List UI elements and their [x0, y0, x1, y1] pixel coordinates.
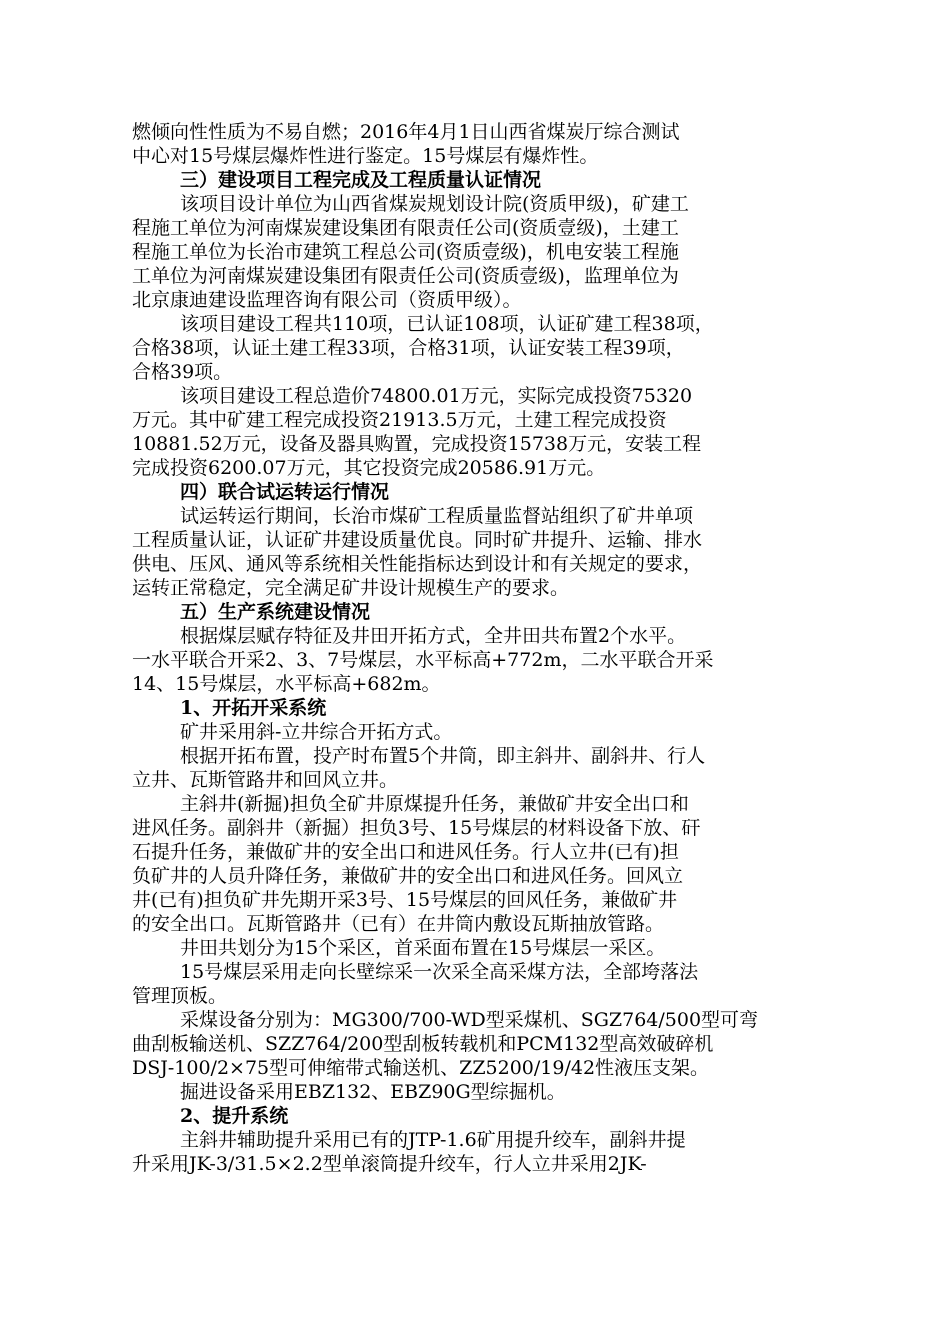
text-line: 负矿井的人员升降任务，兼做矿井的安全出口和进风任务。回风立	[132, 865, 684, 887]
text-line: 进风任务。副斜井（新掘）担负3号、15号煤层的材料设备下放、矸	[132, 817, 701, 839]
paragraph-first-line: 根据开拓布置，投产时布置5个井筒，即主斜井、副斜井、行人	[180, 745, 706, 767]
text-line: 运转正常稳定，完全满足矿井设计规模生产的要求。	[132, 577, 570, 599]
section-heading: 2、提升系统	[180, 1105, 289, 1127]
paragraph-first-line: 该项目建设工程共110项，已认证108项，认证矿建工程38项，	[180, 313, 714, 335]
text-line: 升采用JK-3/31.5×2.2型单滚筒提升绞车，行人立井采用2JK-	[132, 1153, 647, 1175]
paragraph-first-line: 主斜井辅助提升采用已有的JTP-1.6矿用提升绞车，副斜井提	[180, 1129, 686, 1151]
paragraph-first-line: 根据煤层赋存特征及井田开拓方式，全井田共布置2个水平。	[180, 625, 687, 647]
text-line: 程施工单位为长治市建筑工程总公司(资质壹级)，机电安装工程施	[132, 241, 679, 263]
paragraph-first-line: 采煤设备分别为：MG300/700-WD型采煤机、SGZ764/500型可弯	[180, 1009, 759, 1031]
paragraph-first-line: 矿井采用斜-立井综合开拓方式。	[180, 721, 453, 743]
text-line: 程施工单位为河南煤炭建设集团有限责任公司(资质壹级)，土建工	[132, 217, 679, 239]
text-line: 14、15号煤层，水平标高+682m。	[132, 673, 441, 695]
paragraph-first-line: 试运转运行期间，长治市煤矿工程质量监督站组织了矿井单项	[180, 505, 694, 527]
text-line: DSJ-100/2×75型可伸缩带式输送机、ZZ5200/19/42性液压支架。	[132, 1057, 710, 1079]
text-line: 的安全出口。瓦斯管路井（已有）在井筒内敷设瓦斯抽放管路。	[132, 913, 665, 935]
text-line: 工单位为河南煤炭建设集团有限责任公司(资质壹级)，监理单位为	[132, 265, 679, 287]
text-line: 工程质量认证，认证矿井建设质量优良。同时矿井提升、运输、排水	[132, 529, 703, 551]
text-line: 管理顶板。	[132, 985, 228, 1007]
section-heading: 五）生产系统建设情况	[180, 601, 371, 623]
text-line: 北京康迪建设监理咨询有限公司（资质甲级）。	[132, 289, 522, 311]
section-heading: 四）联合试运转运行情况	[180, 481, 390, 503]
paragraph-first-line: 15号煤层采用走向长壁综采一次采全高采煤方法，全部垮落法	[180, 961, 699, 983]
paragraph-first-line: 掘进设备采用EBZ132、EBZ90G型综掘机。	[180, 1081, 566, 1103]
text-line: 井(已有)担负矿井先期开采3号、15号煤层的回风任务，兼做矿井	[132, 889, 678, 911]
text-line: 万元。其中矿建工程完成投资21913.5万元，土建工程完成投资	[132, 409, 667, 431]
section-heading: 1、开拓开采系统	[180, 697, 327, 719]
text-line: 一水平联合开采2、3、7号煤层，水平标高+772m，二水平联合开采	[132, 649, 714, 671]
text-line: 中心对15号煤层爆炸性进行鉴定。15号煤层有爆炸性。	[132, 145, 599, 167]
text-line: 完成投资6200.07万元，其它投资完成20586.91万元。	[132, 457, 606, 479]
paragraph-first-line: 该项目建设工程总造价74800.01万元，实际完成投资75320	[180, 385, 693, 407]
text-line: 曲刮板输送机、SZZ764/200型刮板转载机和PCM132型高效破碎机	[132, 1033, 714, 1055]
paragraph-first-line: 该项目设计单位为山西省煤炭规划设计院(资质甲级)，矿建工	[180, 193, 689, 215]
text-line: 合格39项。	[132, 361, 233, 383]
text-line: 供电、压风、通风等系统相关性能指标达到设计和有关规定的要求，	[132, 553, 703, 575]
text-line: 石提升任务，兼做矿井的安全出口和进风任务。行人立井(已有)担	[132, 841, 679, 863]
text-line: 10881.52万元，设备及器具购置，完成投资15738万元，安装工程	[132, 433, 702, 455]
text-line: 立井、瓦斯管路井和回风立井。	[132, 769, 399, 791]
paragraph-first-line: 主斜井(新掘)担负全矿井原煤提升任务，兼做矿井安全出口和	[180, 793, 689, 815]
text-line: 合格38项，认证土建工程33项，合格31项，认证安装工程39项，	[132, 337, 685, 359]
paragraph-first-line: 井田共划分为15个采区，首采面布置在15号煤层一采区。	[180, 937, 666, 959]
text-line: 燃倾向性性质为不易自燃；2016年4月1日山西省煤炭厅综合测试	[132, 121, 680, 143]
document-body	[132, 120, 822, 1176]
section-heading: 三）建设项目工程完成及工程质量认证情况	[180, 169, 542, 191]
